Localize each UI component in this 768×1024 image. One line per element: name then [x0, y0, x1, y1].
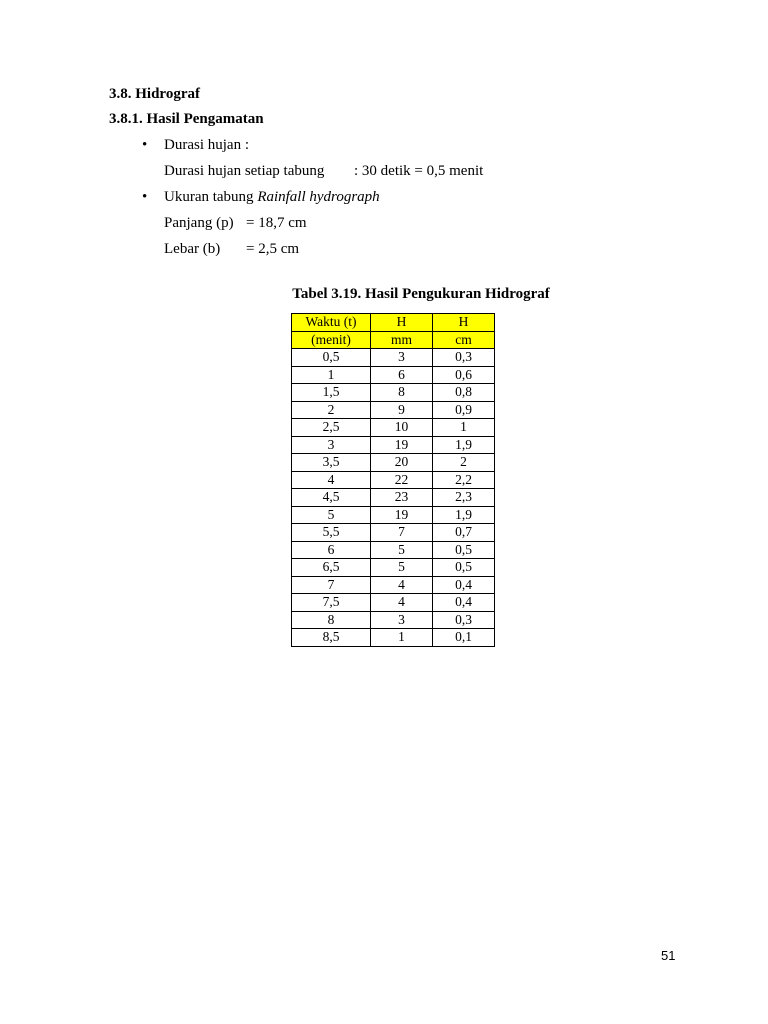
table-cell: 2: [433, 454, 495, 472]
table-cell: 23: [371, 489, 433, 507]
table-cell: 5,5: [292, 524, 371, 542]
panjang-label: Panjang (p): [164, 215, 234, 231]
table-cell: 5: [292, 506, 371, 524]
header-cell: mm: [371, 331, 433, 349]
table-row: [292, 629, 495, 647]
table-row: [292, 576, 495, 594]
table-cell: 1: [433, 419, 495, 437]
header-cell: cm: [433, 331, 495, 349]
lebar-label: Lebar (b): [164, 241, 221, 257]
table-cell: 3: [292, 436, 371, 454]
table-cell: 0,4: [433, 576, 495, 594]
table-row: [292, 349, 495, 367]
table-cell: 3,5: [292, 454, 371, 472]
table-row: [292, 401, 495, 419]
table-cell: 3: [371, 349, 433, 367]
durasi-label: Durasi hujan setiap tabung: [164, 163, 325, 179]
table-cell: 0,6: [433, 366, 495, 384]
table-cell: 0,8: [433, 384, 495, 402]
table-cell: 4: [292, 471, 371, 489]
subsection-heading: 3.8.1. Hasil Pengamatan: [109, 111, 264, 127]
table-cell: 10: [371, 419, 433, 437]
table-cell: 3: [371, 611, 433, 629]
table-cell: 9: [371, 401, 433, 419]
table-row: [292, 419, 495, 437]
table-header-row: [292, 314, 495, 332]
table-row: [292, 454, 495, 472]
table-cell: 0,9: [433, 401, 495, 419]
table-cell: 1,9: [433, 506, 495, 524]
header-cell: H: [371, 314, 433, 332]
table-row: [292, 524, 495, 542]
ukuran-italic: Rainfall hydrograph: [257, 189, 380, 205]
header-cell: H: [433, 314, 495, 332]
table-caption: Tabel 3.19. Hasil Pengukuran Hidrograf: [292, 286, 550, 302]
table-cell: 19: [371, 506, 433, 524]
bullet-durasi-hujan: Durasi hujan :: [164, 137, 249, 153]
page-number: 51: [661, 948, 676, 963]
table-cell: 6: [371, 366, 433, 384]
table-row: [292, 611, 495, 629]
table-cell: 0,3: [433, 611, 495, 629]
bullet-marker: •: [142, 137, 148, 153]
table-cell: 5: [371, 559, 433, 577]
table-row: [292, 436, 495, 454]
table-row: [292, 559, 495, 577]
table-row: [292, 489, 495, 507]
table-row: [292, 506, 495, 524]
table-cell: 0,4: [433, 594, 495, 612]
table-cell: 8: [292, 611, 371, 629]
table-header-row: [292, 331, 495, 349]
table-row: [292, 471, 495, 489]
table-cell: 0,1: [433, 629, 495, 647]
table-cell: 8: [371, 384, 433, 402]
table-cell: 0,7: [433, 524, 495, 542]
table-row: [292, 594, 495, 612]
bullet-ukuran-tabung: [164, 189, 380, 206]
table-cell: 0,5: [433, 541, 495, 559]
table-cell: 7: [292, 576, 371, 594]
header-cell: Waktu (t): [292, 314, 371, 332]
table-cell: 2,3: [433, 489, 495, 507]
table-cell: 1: [371, 629, 433, 647]
table-cell: 20: [371, 454, 433, 472]
table-cell: 1,9: [433, 436, 495, 454]
table-cell: 4: [371, 594, 433, 612]
table-cell: 2: [292, 401, 371, 419]
table-cell: 8,5: [292, 629, 371, 647]
header-cell: (menit): [292, 331, 371, 349]
table-cell: 6: [292, 541, 371, 559]
table-cell: 1,5: [292, 384, 371, 402]
table-cell: 6,5: [292, 559, 371, 577]
table-cell: 4,5: [292, 489, 371, 507]
bullet-marker: •: [142, 189, 148, 205]
table-cell: 19: [371, 436, 433, 454]
table-row: [292, 541, 495, 559]
table-row: [292, 384, 495, 402]
table-cell: 1: [292, 366, 371, 384]
table-cell: 7: [371, 524, 433, 542]
table-cell: 4: [371, 576, 433, 594]
table-cell: 0,3: [433, 349, 495, 367]
table-cell: 7,5: [292, 594, 371, 612]
ukuran-text: Ukuran tabung: [164, 189, 258, 205]
table-cell: 2,2: [433, 471, 495, 489]
hidrograf-table: [291, 313, 495, 647]
table-cell: 22: [371, 471, 433, 489]
table-cell: 5: [371, 541, 433, 559]
table-row: [292, 366, 495, 384]
lebar-value: = 2,5 cm: [246, 241, 300, 257]
section-heading: 3.8. Hidrograf: [109, 86, 200, 102]
table-cell: 0,5: [292, 349, 371, 367]
table-cell: 2,5: [292, 419, 371, 437]
durasi-value: : 30 detik = 0,5 menit: [354, 163, 484, 179]
panjang-value: = 18,7 cm: [246, 215, 307, 231]
table-cell: 0,5: [433, 559, 495, 577]
